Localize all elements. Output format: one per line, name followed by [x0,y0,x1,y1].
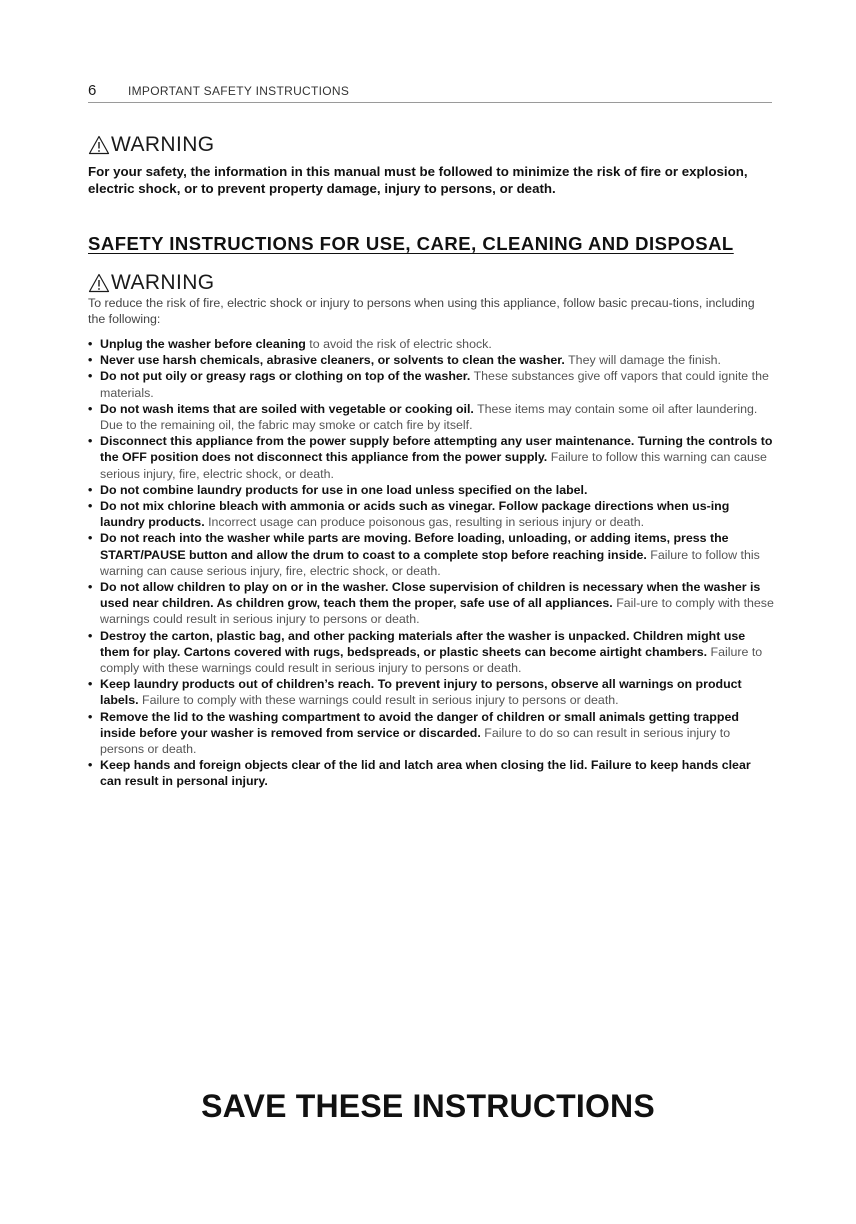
item-bold-text: Do not mix chlorine bleach with ammonia or acids such as vinegar. Follow package directions when us-ing laundry products. [100,499,730,530]
warning-triangle-icon [88,135,110,155]
item-bold-text: Do not reach into the washer while parts are moving. Before loading, unloading, or adding items, press the START/PAUSE button and allow the drum to coast to a complete stop before reaching inside. [100,531,729,562]
warning-triangle-icon [88,273,110,293]
item-text: Failure to comply with these warnings could result in serious injury to persons or death. [100,644,763,676]
item-text: to avoid the risk of electric shock. [305,337,492,351]
list-item: • Do not mix chlorine bleach with ammonia or acids such as vinegar. Follow package directions when us-ing laundry products. Incorrect usage can produce poisonous gas, resulting in serious injury or death. [88,499,730,530]
page-header [88,82,772,103]
item-bold-text: Do not allow children to play on or in the washer. Close supervision of children is necessary when the washer is used near children. As children grow, teach them the proper, safe use of all appliances. [100,580,761,611]
page-number: 6 [88,82,97,99]
save-instructions-footer: SAVE THESE INSTRUCTIONS [201,1088,655,1124]
warning-heading-top [88,133,215,157]
warning-heading-section [88,271,215,295]
precautions-intro: To reduce the risk of fire, electric shock or injury to persons when using this appliance, follow basic precau-tions, including the following: [88,296,755,326]
item-text: Failure to follow this warning can cause serious injury, fire, electric shock, or death. [100,450,767,481]
safety-instruction-list [88,336,774,790]
item-text: Failure to comply with these warnings could result in serious injury to persons or death. [138,693,619,708]
item-bold-text: Unplug the washer before cleaning [100,337,306,351]
list-item: • Do not reach into the washer while parts are moving. Before loading, unloading, or adding items, press the START/PAUSE button and allow the drum to coast to a complete stop before reaching inside. Failure to follow this warning can cause serious injury, fire, electric shock, or death. [88,531,760,578]
list-item: • Disconnect this appliance from the power supply before attempting any user maintenance. Turning the controls to the OFF position does not disconnect this appliance from the power supply. Failure to follow this warning can cause serious injury, fire, electric shock, or death. [88,434,773,481]
list-item: • Unplug the washer before cleaning to avoid the risk of electric shock. [88,337,492,351]
item-bold-text: Do not wash items that are soiled with vegetable or cooking oil. [100,401,474,416]
list-item: • Remove the lid to the washing compartment to avoid the danger of children or small animals getting trapped inside before your washer is removed from service or discarded. Failure to do so can result in serious injury to persons or death. [88,709,739,757]
item-text: These items may contain some oil after laundering. Due to the remaining oil, the fabric may smoke or catch fire by itself. [100,401,758,433]
warning-label-section: WARNING [111,271,215,294]
list-item: • Keep laundry products out of children’s reach. To prevent injury to persons, observe all warnings on product labels. Failure to comply with these warnings could result in serious injury to persons or death. [88,677,742,708]
item-bold-text: Destroy the carton, plastic bag, and other packing materials after the washer is unpacked. Children might use them for play. Cartons covered with rugs, bedspreads, or plastic sheets can become airtight chambers. [100,628,746,659]
item-bold-text: Keep laundry products out of children’s reach. To prevent injury to persons, observe all warnings on product labels. [100,677,742,708]
list-item: • Destroy the carton, plastic bag, and other packing materials after the washer is unpacked. Children might use them for play. Cartons covered with rugs, bedspreads, or plastic sheets can become airtight chambers. Failure to comply with these warnings could result in serious injury to persons or death. [88,628,763,676]
warning-intro-text: For your safety, the information in this manual must be followed to minimize the risk of fire or explosion, electric shock, or to prevent property damage, injury to persons, or death. [88,164,748,196]
item-bold-text: Never use harsh chemicals, abrasive cleaners, or solvents to clean the washer. [100,353,565,368]
item-text: Failure to do so can result in serious injury to persons or death. [100,725,731,757]
list-item: • Do not wash items that are soiled with vegetable or cooking oil. These items may contain some oil after laundering. Due to the remaining oil, the fabric may smoke or catch fire by itself. [88,401,758,433]
item-text: These substances give off vapors that could ignite the materials. [100,369,769,400]
list-item: • Do not allow children to play on or in the washer. Close supervision of children is necessary when the washer is used near children. As children grow, teach them the proper, safe use of all appliances. Fail-ure to comply with these warnings could result in serious injury to persons or death. [88,580,774,627]
item-text: Incorrect usage can produce poisonous gas, resulting in serious injury or death. [204,515,645,530]
item-bold-text: Do not put oily or greasy rags or clothing on top of the washer. [100,369,471,384]
item-text: Fail-ure to comply with these warnings could result in serious injury to persons or death. [100,596,774,627]
section-title: SAFETY INSTRUCTIONS FOR USE, CARE, CLEANING AND DISPOSAL [88,233,734,254]
list-item: • Do not combine laundry products for use in one load unless specified on the label. [88,482,588,497]
warning-label-top: WARNING [111,133,215,156]
item-bold-text: Remove the lid to the washing compartment to avoid the danger of children or small animals getting trapped inside before your washer is removed from service or discarded. [100,709,739,740]
item-bold-text: Disconnect this appliance from the power supply before attempting any user maintenance. Turning the controls to the OFF position does not disconnect this appliance from the power supply. [100,434,773,465]
header-title: IMPORTANT SAFETY INSTRUCTIONS [128,84,350,98]
item-text: Failure to follow this warning can cause serious injury, fire, electric shock, or death. [100,547,760,578]
item-bold-text: Keep hands and foreign objects clear of the lid and latch area when closing the lid. Failure to keep hands clear can result in personal injury. [100,758,751,789]
item-text: They will damage the finish. [564,353,722,368]
item-bold-text: Do not combine laundry products for use in one load unless specified on the label. [100,482,588,497]
list-item: • Never use harsh chemicals, abrasive cleaners, or solvents to clean the washer. They will damage the finish. [88,353,722,368]
list-item: • Do not put oily or greasy rags or clothing on top of the washer. These substances give off vapors that could ignite the materials. [88,369,769,400]
list-item: • Keep hands and foreign objects clear of the lid and latch area when closing the lid. Failure to keep hands clear can result in personal injury. [88,758,751,789]
